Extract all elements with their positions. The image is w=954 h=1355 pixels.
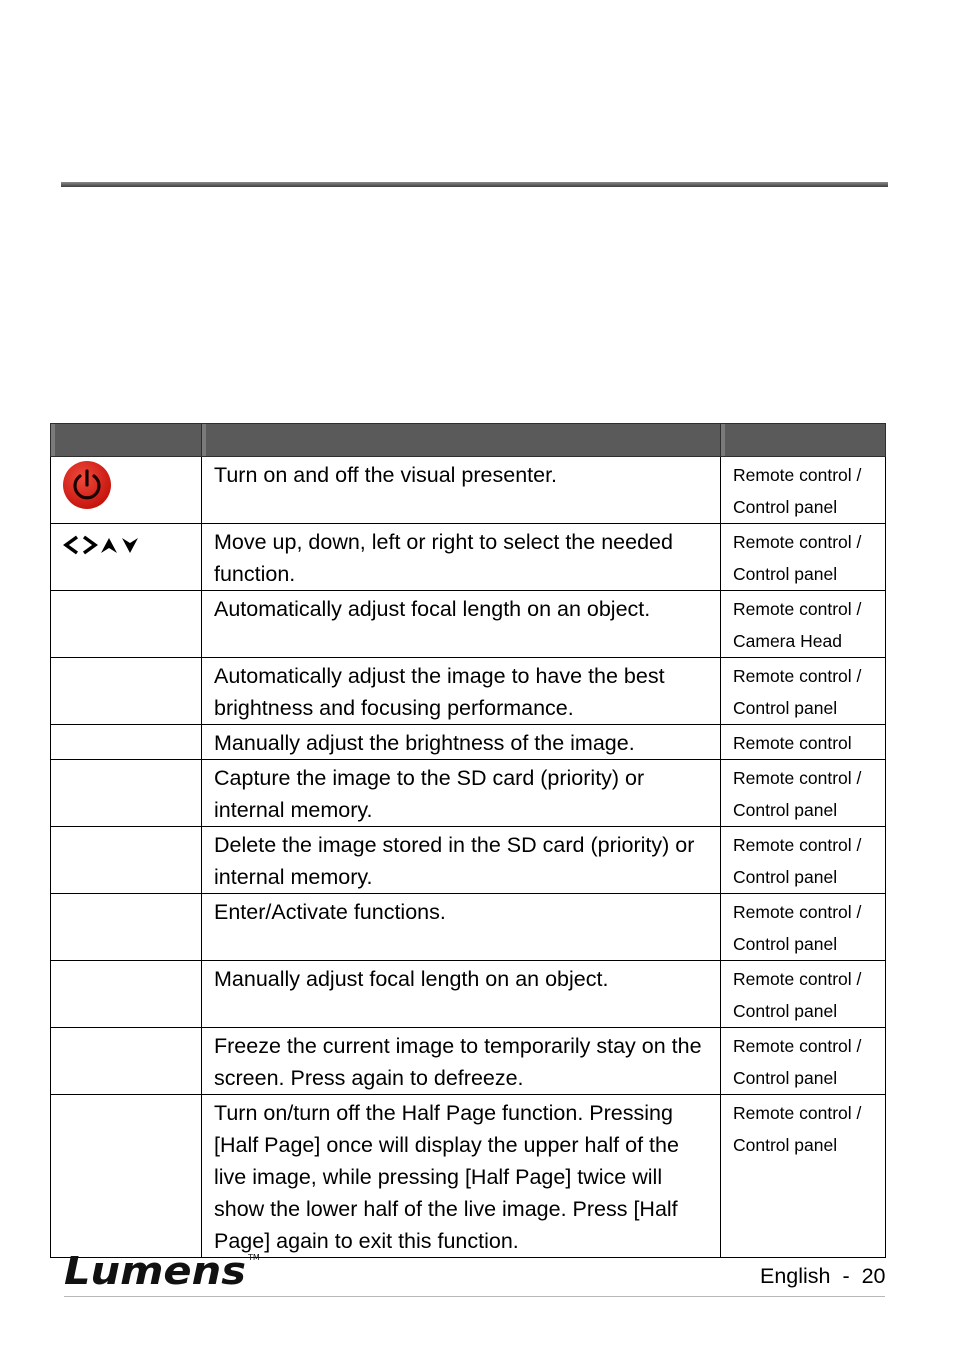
icon-cell	[51, 658, 202, 725]
icon-cell	[51, 725, 202, 760]
lumens-logo	[64, 1250, 264, 1290]
header-cell-icon	[51, 424, 202, 457]
icon-cell	[51, 591, 202, 658]
svg-text:TM: TM	[248, 1253, 260, 1262]
description-cell: Turn on/turn off the Half Page function. Pressing [Half Page] once will display the upper half of the live image, while pressing [Half Page] twice will show the lower half of the live image. Press [Half Page] again to exit this function.	[202, 1095, 721, 1258]
table-row	[51, 961, 886, 1028]
source-line: Remote control /	[733, 532, 862, 552]
table-row	[51, 658, 886, 725]
table-row	[51, 827, 886, 894]
source-cell	[721, 457, 886, 524]
icon-cell	[51, 827, 202, 894]
source-cell	[721, 524, 886, 591]
description-cell: Automatically adjust focal length on an object.	[202, 591, 721, 658]
footer-divider	[64, 1296, 885, 1297]
icon-cell	[51, 894, 202, 961]
description-cell: Delete the image stored in the SD card (priority) or internal memory.	[202, 827, 721, 894]
svg-text:Lumens: Lumens	[64, 1250, 246, 1290]
top-divider	[61, 182, 888, 187]
source-cell	[721, 1095, 886, 1258]
source-cell	[721, 760, 886, 827]
source-line: Remote control /	[733, 1036, 862, 1056]
source-cell	[721, 961, 886, 1028]
description-cell: Manually adjust the brightness of the image.	[202, 725, 721, 760]
source-line: Remote control /	[733, 902, 862, 922]
source-line: Control panel	[733, 800, 838, 820]
direction-arrows-icon	[63, 534, 143, 556]
icon-cell	[51, 457, 202, 524]
source-cell	[721, 658, 886, 725]
table-row	[51, 894, 886, 961]
source-line: Remote control	[733, 733, 852, 753]
icon-cell	[51, 1095, 202, 1258]
source-line: Remote control /	[733, 835, 862, 855]
table-row	[51, 524, 886, 591]
icon-cell	[51, 1028, 202, 1095]
source-line: Control panel	[733, 1001, 838, 1021]
source-line: Remote control /	[733, 666, 862, 686]
source-cell	[721, 725, 886, 760]
table-row	[51, 725, 886, 760]
source-line: Remote control /	[733, 969, 862, 989]
source-line: Control panel	[733, 497, 838, 517]
table-row	[51, 591, 886, 658]
source-line: Control panel	[733, 564, 838, 584]
source-line: Remote control /	[733, 599, 862, 619]
power-icon	[63, 461, 111, 509]
table-row	[51, 1095, 886, 1258]
source-line: Control panel	[733, 934, 838, 954]
description-cell: Capture the image to the SD card (priority) or internal memory.	[202, 760, 721, 827]
source-line: Remote control /	[733, 768, 862, 788]
icon-cell	[51, 524, 202, 591]
description-cell: Freeze the current image to temporarily stay on the screen. Press again to defreeze.	[202, 1028, 721, 1095]
table-row	[51, 1028, 886, 1095]
function-table	[50, 423, 886, 1258]
source-line: Control panel	[733, 1068, 838, 1088]
icon-cell	[51, 961, 202, 1028]
description-cell: Automatically adjust the image to have the best brightness and focusing performance.	[202, 658, 721, 725]
source-line: Control panel	[733, 698, 838, 718]
source-line: Remote control /	[733, 465, 862, 485]
source-line: Control panel	[733, 1135, 838, 1155]
source-cell	[721, 894, 886, 961]
source-line: Camera Head	[733, 631, 842, 651]
header-cell-source	[721, 424, 886, 457]
source-cell	[721, 1028, 886, 1095]
table-header-row	[51, 424, 886, 457]
source-cell	[721, 591, 886, 658]
header-cell-description	[202, 424, 721, 457]
description-cell: Enter/Activate functions.	[202, 894, 721, 961]
page-number: English - 20	[760, 1264, 886, 1288]
table-row	[51, 457, 886, 524]
source-line: Remote control /	[733, 1103, 862, 1123]
table-row	[51, 760, 886, 827]
icon-cell	[51, 760, 202, 827]
description-cell: Move up, down, left or right to select the needed function.	[202, 524, 721, 591]
source-cell	[721, 827, 886, 894]
description-cell: Manually adjust focal length on an object.	[202, 961, 721, 1028]
source-line: Control panel	[733, 867, 838, 887]
description-cell: Turn on and off the visual presenter.	[202, 457, 721, 524]
